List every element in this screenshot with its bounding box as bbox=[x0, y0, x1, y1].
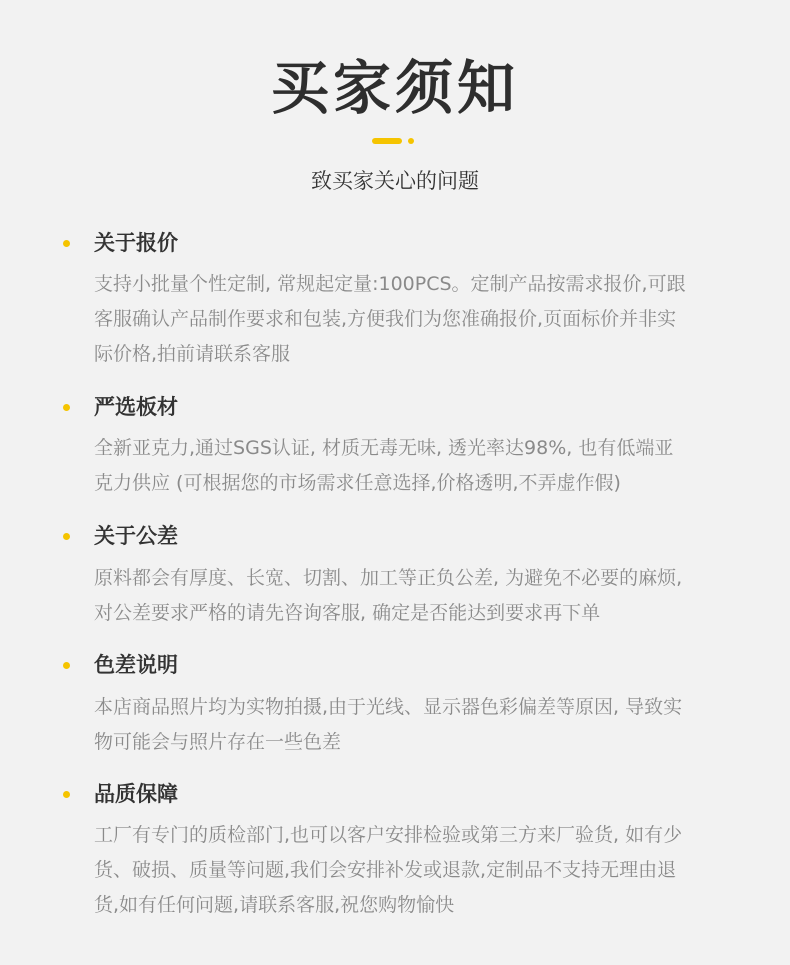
body-line: 货、破损、质量等问题,我们会安排补发或退款,定制品不支持无理由退 bbox=[94, 859, 677, 881]
bullet-dot-icon bbox=[63, 662, 70, 669]
section-title: 色差说明 bbox=[94, 653, 178, 677]
section-title: 严选板材 bbox=[94, 395, 178, 419]
body-line: 物可能会与照片存在一些色差 bbox=[94, 731, 342, 753]
bullet-dot-icon bbox=[63, 240, 70, 247]
bullet-dot-icon bbox=[63, 533, 70, 540]
body-line: 际价格,拍前请联系客服 bbox=[94, 343, 291, 365]
body-line: 客服确认产品制作要求和包装,方便我们为您准确报价,页面标价并非实 bbox=[94, 308, 677, 330]
section-body bbox=[94, 431, 734, 501]
body-line: 本店商品照片均为实物拍摄,由于光线、显示器色彩偏差等原因, 导致实 bbox=[94, 696, 683, 718]
body-line: 对公差要求严格的请先咨询客服, 确定是否能达到要求再下单 bbox=[94, 602, 601, 624]
accent-bar bbox=[372, 138, 402, 144]
body-line: 货,如有任何问题,请联系客服,祝您购物愉快 bbox=[94, 894, 455, 916]
section-body bbox=[94, 561, 734, 631]
bullet-dot-icon bbox=[63, 791, 70, 798]
section-body bbox=[94, 690, 734, 760]
section-body bbox=[94, 818, 734, 923]
body-line: 全新亚克力,通过SGS认证, 材质无毒无味, 透光率达98%, 也有低端亚 bbox=[94, 437, 674, 459]
body-line: 工厂有专门的质检部门,也可以客户安排检验或第三方来厂验货, 如有少 bbox=[94, 824, 683, 846]
page-subtitle: 致买家关心的问题 bbox=[311, 169, 479, 193]
body-line: 克力供应 (可根据您的市场需求任意选择,价格透明,不弄虚作假) bbox=[94, 472, 621, 494]
section-title: 关于公差 bbox=[94, 524, 178, 548]
section-title: 关于报价 bbox=[94, 231, 178, 255]
page-title: 买家须知 bbox=[270, 54, 519, 122]
section-body bbox=[94, 267, 734, 372]
bullet-dot-icon bbox=[63, 404, 70, 411]
body-line: 支持小批量个性定制, 常规起定量:100PCS。定制产品按需求报价,可跟 bbox=[94, 273, 686, 295]
accent-dot bbox=[408, 138, 414, 144]
body-line: 原料都会有厚度、长宽、切割、加工等正负公差, 为避免不必要的麻烦, bbox=[94, 567, 683, 589]
section-title: 品质保障 bbox=[94, 782, 178, 806]
